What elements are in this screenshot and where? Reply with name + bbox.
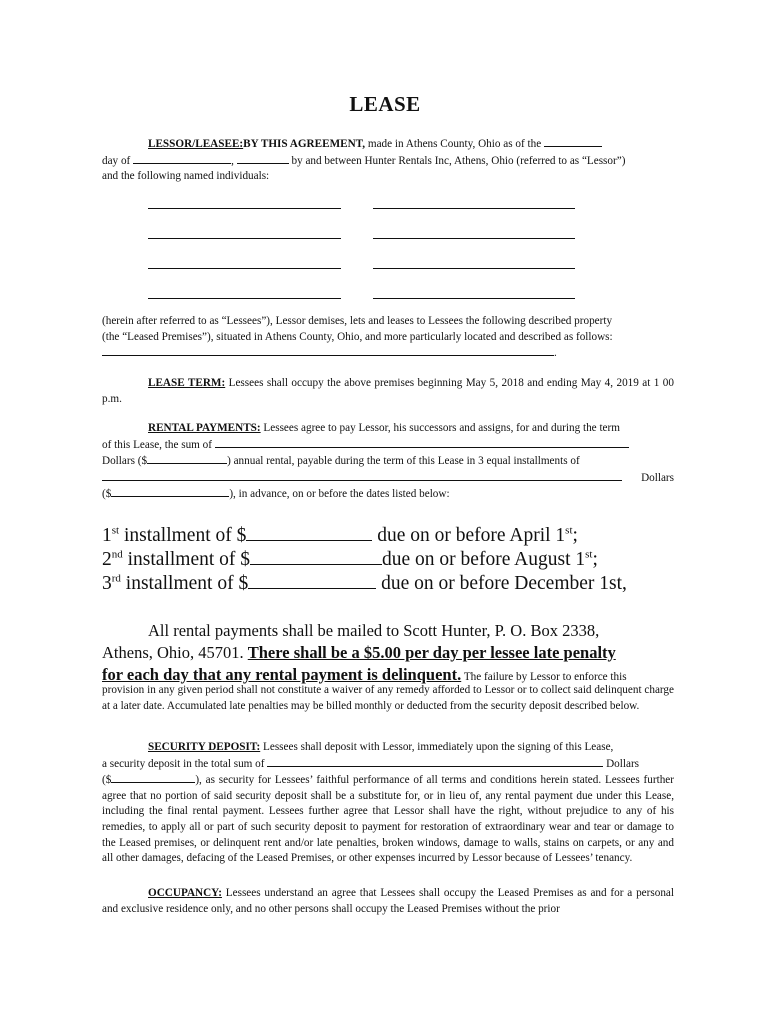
- late-penalty-notice-cont: for each day that any rental payment is delinquent.: [102, 665, 462, 684]
- mailing-paragraph-cont: provision in any given period shall not constitute a waiver of any remedy afforded to Lessor or to collect said delinquent charge at a later date. Accumulated late penalties may be billed monthly or deducted from the security deposit described below.: [102, 684, 674, 712]
- name-line[interactable]: [148, 228, 341, 239]
- late-penalty-notice: There shall be a $5.00 per day per lessee late penalty: [247, 643, 616, 662]
- lease-term-paragraph: LEASE TERM: Lessees shall occupy the above premises beginning May 5, 2018 and ending May 4, 2019 at 1 00 p.m.: [102, 377, 674, 405]
- name-line[interactable]: [148, 198, 341, 209]
- property-description-blank[interactable]: [102, 345, 554, 356]
- name-lines-row: [148, 228, 578, 242]
- rent-words-blank[interactable]: [215, 437, 629, 448]
- name-lines-row: [148, 198, 578, 212]
- deposit-amount-blank[interactable]: [111, 772, 195, 783]
- intro-paragraph: LESSOR/LEASEE:BY THIS AGREEMENT, made in Athens County, Ohio as of the day of , by and between Hunter Rentals Inc, Athens, Ohio (referred to as “Lessor”) and the following named individuals:: [102, 138, 626, 183]
- name-line[interactable]: [148, 258, 341, 269]
- name-line[interactable]: [148, 288, 341, 299]
- premises-paragraph: (herein after referred to as “Lessees”), Lessor demises, lets and leases to Lessees the following described property (the “Leased Premises”), situated in Athens County, Ohio, and more particularly located and described as follows: .: [102, 315, 613, 360]
- name-line[interactable]: [373, 228, 575, 239]
- rental-payments-heading: RENTAL PAYMENTS:: [148, 422, 261, 434]
- deposit-words-blank[interactable]: [267, 756, 603, 767]
- occupancy-heading: OCCUPANCY:: [148, 887, 222, 899]
- occupancy-paragraph: OCCUPANCY: Lessees understand an agree that Lessees shall occupy the Leased Premises as and for a personal and exclusive residence only, and no other persons shall occupy the Leased Premises without the prior: [102, 887, 674, 915]
- installment-line-2: 2nd installment of $ due on or before August 1st;: [102, 548, 598, 570]
- security-deposit-heading: SECURITY DEPOSIT:: [148, 741, 261, 753]
- rent-amount-blank[interactable]: [147, 453, 227, 464]
- mailing-paragraph: All rental payments shall be mailed to Scott Hunter, P. O. Box 2338, Athens, Ohio, 45701. There shall be a $5.00 per day per lessee late penalty for each day that any rental payment is delinquent. The failure by Lessor to enforce this: [102, 621, 627, 684]
- document-title: LEASE: [349, 92, 421, 116]
- name-lines-row: [148, 258, 578, 272]
- security-deposit-paragraph: SECURITY DEPOSIT: Lessees shall deposit with Lessor, immediately upon the signing of this Lease, a security deposit in the total sum of Dollars ($ ), as security for Lessees’ faithful performance of all terms and conditions herein stated. Lessees further agree that no portion of said security deposit shall be a substitute for, or in lieu of, any rental payment due under this Lease, including the final rental payment. Lessees further agree that Lessor shall have the right, without prejudice to any of his remedies, to apply all or part of such security deposit to payment for restoration of extraordinary wear and tear or damage to the Leased premises, or delinquent rent and/or late penalties, broken windows, damage to walls, stains on carpets, or any and all other damages, defacing of the Leased Premises, or other expenses incurred by Lessor because of Lessees’ tenancy.: [102, 741, 674, 865]
- name-line[interactable]: [373, 258, 575, 269]
- day-blank[interactable]: [133, 153, 231, 164]
- agreement-lead: BY THIS AGREEMENT,: [243, 138, 366, 150]
- installment-2-blank[interactable]: [250, 550, 382, 565]
- installment-line-3: 3rd installment of $ due on or before December 1st,: [102, 572, 627, 594]
- installment-words-blank[interactable]: [102, 470, 622, 481]
- installment-line-1: 1st installment of $ due on or before April 1st;: [102, 524, 578, 546]
- name-line[interactable]: [373, 198, 575, 209]
- rental-payments-paragraph: RENTAL PAYMENTS: Lessees agree to pay Lessor, his successors and assigns, for and during the term of this Lease, the sum of Dollars ($ ) annual rental, payable during the term of this Lease in 3 equal installments of Dollars ($ ), in advance, on or before the dates listed below:: [102, 422, 674, 501]
- year-blank[interactable]: [237, 153, 289, 164]
- date-blank[interactable]: [544, 136, 602, 147]
- name-lines-row: [148, 288, 578, 302]
- installment-3-blank[interactable]: [248, 574, 376, 589]
- installment-amount-blank[interactable]: [111, 486, 229, 497]
- lease-term-heading: LEASE TERM:: [148, 377, 226, 389]
- installment-1-blank[interactable]: [246, 526, 372, 541]
- name-line[interactable]: [373, 288, 575, 299]
- lessor-heading: LESSOR/LEASEE:: [148, 138, 244, 150]
